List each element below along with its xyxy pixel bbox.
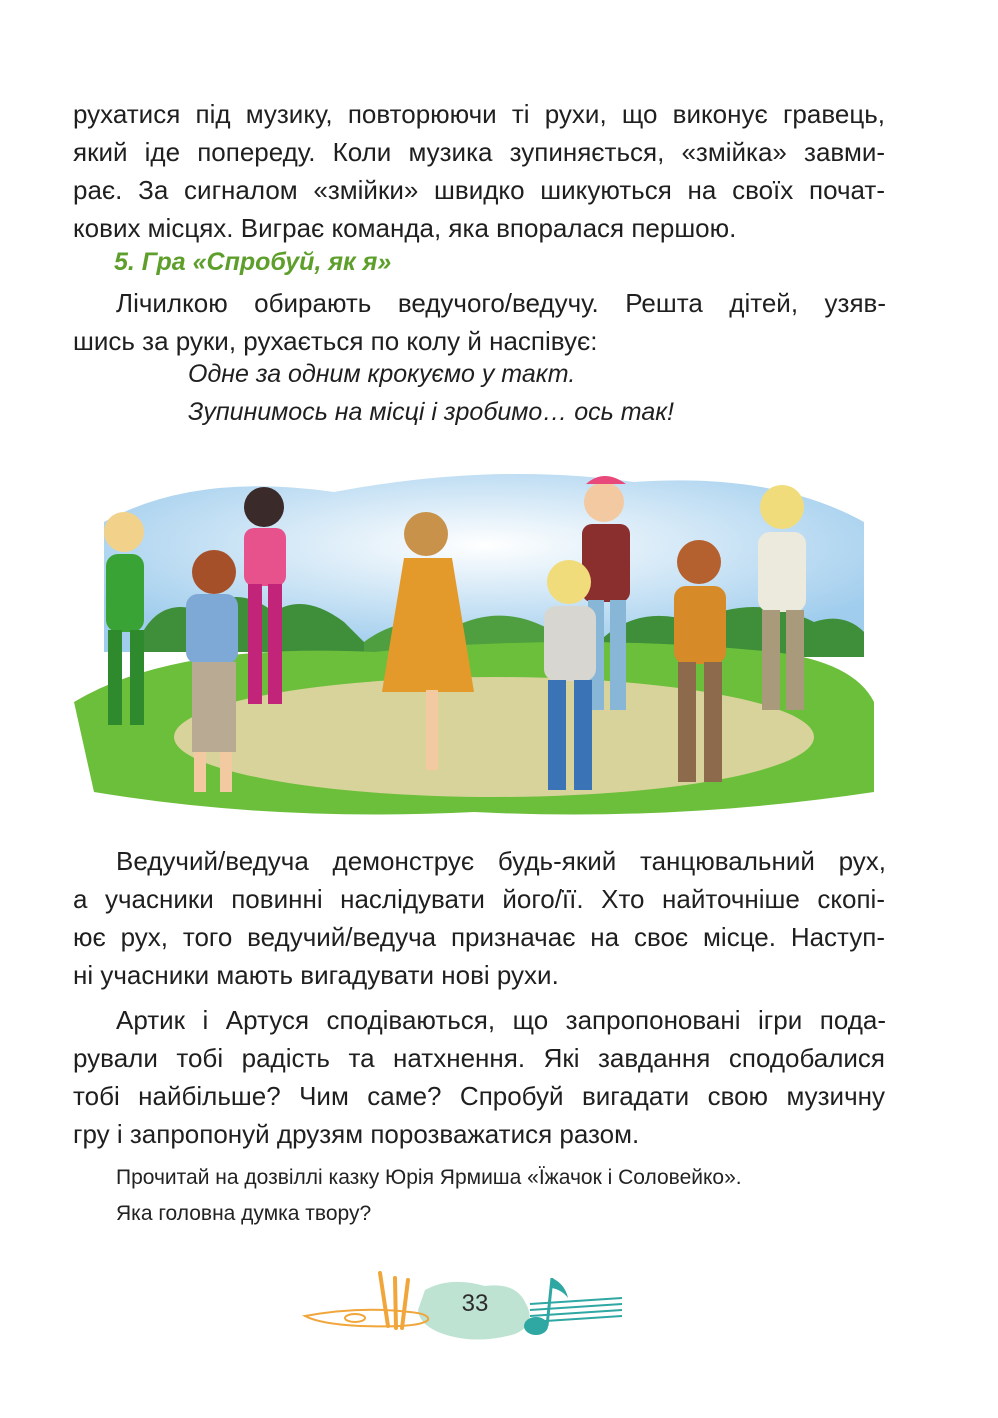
text-line: ює рух, того ведучий/ведуча призначає на своє місце. Наступ- bbox=[73, 922, 885, 952]
reading-task-line: Яка головна думка твору? bbox=[116, 1202, 372, 1225]
text-line: кових місцях. Виграє команда, яка впоралася першою. bbox=[73, 213, 737, 243]
music-note-icon bbox=[524, 1278, 622, 1335]
reading-task-line: Прочитай на дозвіллі казку Юрія Ярмиша «Їжачок і Соловейко». bbox=[116, 1166, 742, 1189]
game-heading: 5. Гра «Спробуй, як я» bbox=[114, 248, 392, 276]
paragraph-3-continued bbox=[73, 880, 885, 994]
text-line: рували тобі радість та натхнення. Які завдання сподобалися bbox=[73, 1043, 885, 1073]
paragraph-4 bbox=[116, 1001, 886, 1039]
text-line: Ведучий/ведуча демонструє будь-який танцювальний рух, bbox=[116, 846, 886, 876]
text-line: який іде попереду. Коли музика зупиняється, «змійка» завми- bbox=[73, 137, 885, 167]
paragraph-1 bbox=[73, 95, 885, 247]
text-line: рухатися під музику, повторюючи ті рухи, що виконує гравець, bbox=[73, 99, 885, 129]
paintbrush-icon bbox=[305, 1273, 428, 1328]
text-line: Артик і Артуся сподіваються, що запропоновані ігри пода- bbox=[116, 1005, 886, 1035]
children-dancing-illustration bbox=[74, 462, 874, 830]
text-line: шись за руки, рухається по колу й наспівує: bbox=[73, 326, 598, 356]
paragraph-3 bbox=[116, 842, 886, 880]
poem-line: Зупинимось на місці і зробимо… ось так! bbox=[188, 398, 674, 426]
reading-task bbox=[116, 1160, 742, 1232]
page-number: 33 bbox=[461, 1290, 489, 1317]
text-line: гру і запропонуй друзям порозважатися разом. bbox=[73, 1119, 640, 1149]
text-line: Лічилкою обирають ведучого/ведучу. Решта дітей, узяв- bbox=[116, 288, 886, 318]
text-line: ні учасники мають вигадувати нові рухи. bbox=[73, 960, 559, 990]
paragraph-2 bbox=[116, 284, 886, 322]
text-line: а учасники повинні наслідувати його/її. Хто найточніше скопі- bbox=[73, 884, 885, 914]
paragraph-4-continued bbox=[73, 1039, 885, 1153]
poem-line: Одне за одним крокуємо у такт. bbox=[188, 360, 576, 388]
text-line: рає. За сигналом «змійки» швидко шикуються на своїх почат- bbox=[73, 175, 885, 205]
text-line: тобі найбільше? Чим саме? Спробуй вигадати свою музичну bbox=[73, 1081, 885, 1111]
poem bbox=[188, 355, 674, 431]
